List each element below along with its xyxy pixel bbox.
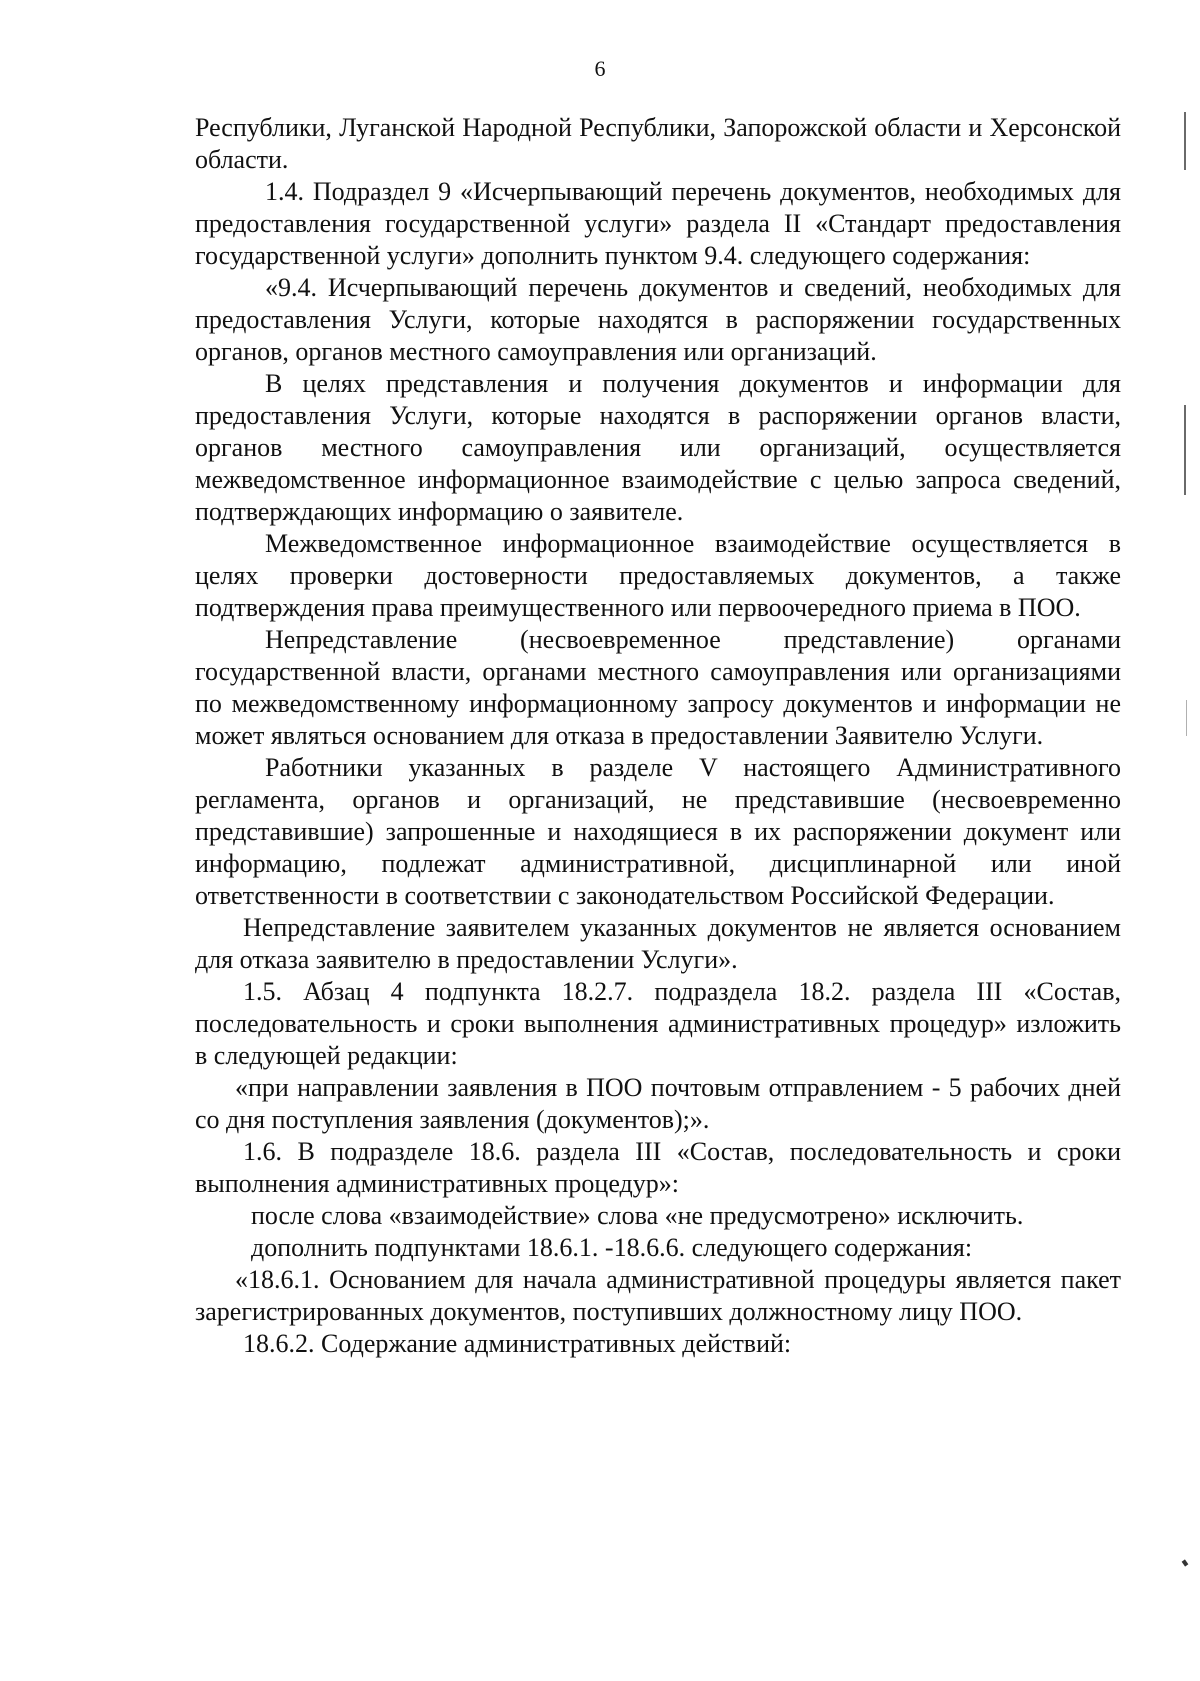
paragraph: после слова «взаимодействие» слова «не предусмотрено» исключить.: [251, 1201, 1024, 1230]
paragraph: 18.6.2. Содержание административных действий:: [243, 1329, 792, 1358]
paragraph: 1.4. Подраздел 9 «Исчерпывающий перечень документов, необходимых для предоставления государственной услуги» раздела II «Стандарт предоставления государственной услуги» дополнить пунктом 9.4. следующего содержания:: [195, 177, 1121, 270]
paragraph: дополнить подпунктами 18.6.1. -18.6.6. следующего содержания:: [251, 1233, 973, 1262]
paragraph: Межведомственное информационное взаимодействие осуществляется в целях проверки достоверности предоставляемых документов, а также подтверждения права преимущественного или первоочередного приема в ПОО.: [195, 529, 1121, 622]
paragraph: Непредставление (несвоевременное представление) органами государственной власти, органами местного самоуправления или организациями по межведомственному информационному запросу документов и информации не может являться основанием для отказа в предоставлении Заявителю Услуги.: [195, 625, 1121, 750]
scan-artifact: [1186, 700, 1187, 736]
paragraph: Республики, Луганской Народной Республики, Запорожской области и Херсонской области.: [195, 113, 1121, 174]
paragraph: 1.6. В подразделе 18.6. раздела III «Состав, последовательность и сроки выполнения административных процедур»:: [195, 1137, 1121, 1198]
paragraph: 1.5. Абзац 4 подпункта 18.2.7. подраздела 18.2. раздела III «Состав, последовательность и сроки выполнения административных процедур» изложить в следующей редакции:: [195, 977, 1121, 1070]
scan-artifact: [1182, 1559, 1189, 1566]
scan-artifact: [1184, 112, 1186, 170]
paragraph: Непредставление заявителем указанных документов не является основанием для отказа заявителю в предоставлении Услуги».: [195, 913, 1121, 974]
page-number: 6: [594, 56, 606, 81]
paragraph: «при направлении заявления в ПОО почтовым отправлением - 5 рабочих дней со дня поступления заявления (документов);».: [195, 1073, 1121, 1134]
scan-artifact: [1184, 405, 1186, 495]
paragraph: «18.6.1. Основанием для начала административной процедуры является пакет зарегистрированных документов, поступивших должностному лицу ПОО.: [195, 1265, 1121, 1326]
paragraph: Работники указанных в разделе V настоящего Административного регламента, органов и организаций, не представившие (несвоевременно представившие) запрошенные и находящиеся в их распоряжении документ или информацию, подлежат административной, дисциплинарной или иной ответственности в соответствии с законодательством Российской Федерации.: [195, 753, 1121, 910]
paragraph: В целях представления и получения документов и информации для предоставления Услуги, которые находятся в распоряжении органов власти, органов местного самоуправления или организаций, осуществляется межведомственное информационное взаимодействие с целью запроса сведений, подтверждающих информацию о заявителе.: [195, 369, 1121, 526]
document-body: [195, 112, 1121, 1360]
paragraph: «9.4. Исчерпывающий перечень документов и сведений, необходимых для предоставления Услуги, которые находятся в распоряжении государственных органов, органов местного самоуправления или организаций.: [195, 273, 1121, 366]
